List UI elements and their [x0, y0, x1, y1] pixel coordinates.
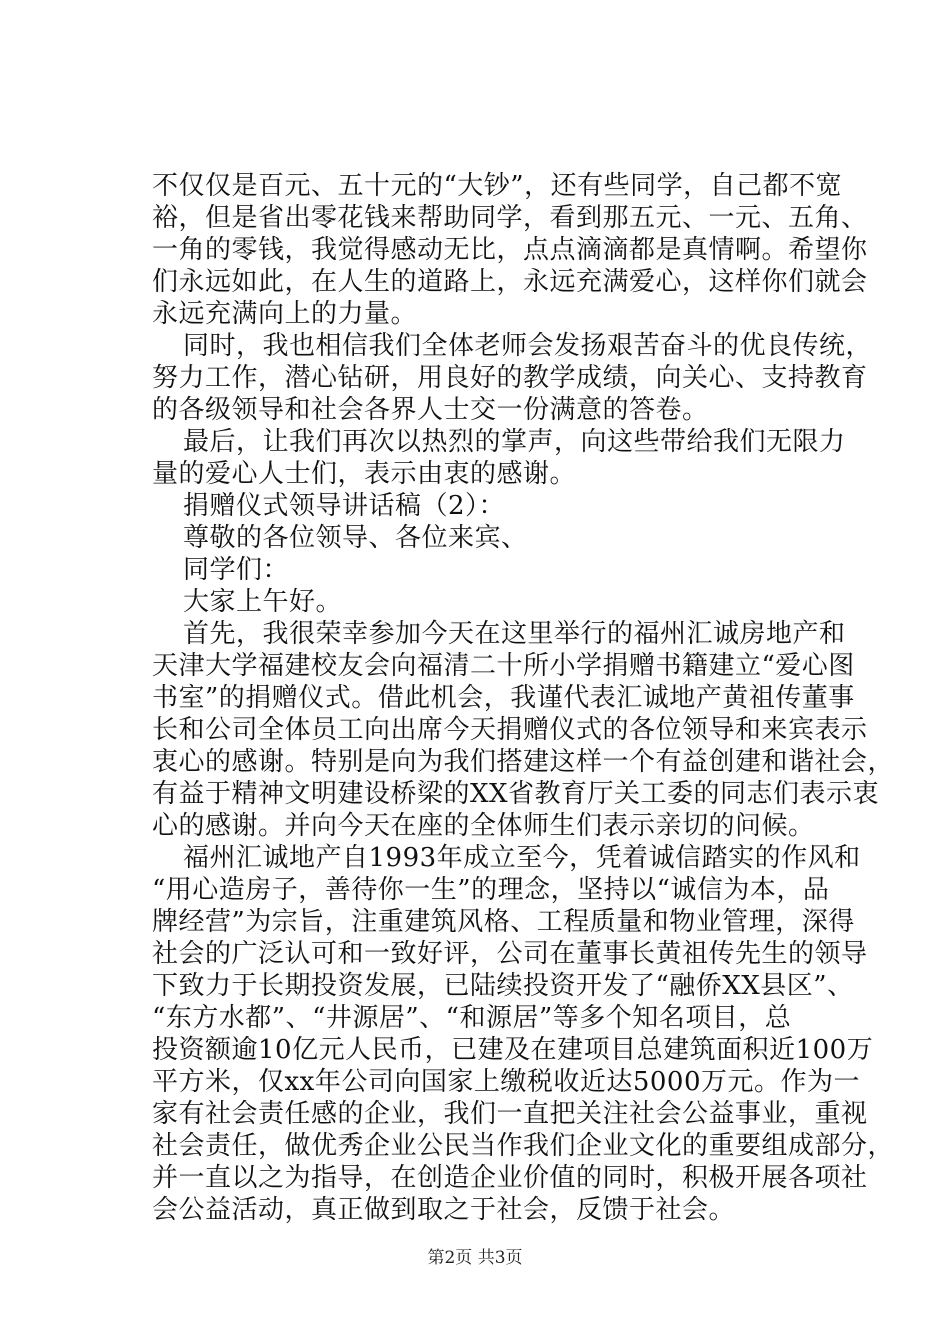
- text-line: 家有社会责任感的企业，我们一直把关注社会公益事业，重视: [152, 1099, 868, 1129]
- text-line: 衷心的感谢。特别是向为我们搭建这样一个有益创建和谐社会，: [152, 747, 895, 777]
- text-line: 一角的零钱，我觉得感动无比，点点滴滴都是真情啊。希望你: [152, 235, 868, 265]
- text-line: 的各级领导和社会各界人士交一份满意的答卷。: [152, 395, 709, 425]
- text-line: 不仅仅是百元、五十元的“大钞”，还有些同学，自己都不宽: [152, 171, 843, 201]
- text-line: “东方水都”、“井源居”、“和源居”等多个知名项目，总: [152, 1003, 792, 1033]
- text-line: 捐赠仪式领导讲话稿（2）：: [183, 491, 506, 521]
- text-line: 同时，我也相信我们全体老师会发扬艰苦奋斗的优良传统，: [183, 331, 873, 361]
- text-line: 书室”的捐赠仪式。借此机会，我谨代表汇诚地产黄祖传董事: [152, 683, 855, 713]
- text-line: 首先，我很荣幸参加今天在这里举行的福州汇诚房地产和: [183, 619, 846, 649]
- text-line: 会公益活动，真正做到取之于社会，反馈于社会。: [152, 1195, 736, 1225]
- text-line: 裕，但是省出零花钱来帮助同学，看到那五元、一元、五角、: [152, 203, 868, 233]
- text-line: 最后，让我们再次以热烈的掌声，向这些带给我们无限力: [183, 427, 846, 457]
- text-line: 天津大学福建校友会向福清二十所小学捐赠书籍建立“爱心图: [152, 651, 855, 681]
- text-line: 们永远如此，在人生的道路上，永远充满爱心，这样你们就会: [152, 267, 868, 297]
- text-line: 福州汇诚地产自1993年成立至今，凭着诚信踏实的作风和: [183, 843, 861, 873]
- text-line: 投资额逾10亿元人民币，已建及在建项目总建筑面积近100万: [152, 1035, 874, 1065]
- text-line: 大家上午好。: [183, 587, 343, 617]
- text-line: 平方米，仅xx年公司向国家上缴税收近达5000万元。作为一: [152, 1067, 860, 1097]
- text-line: 量的爱心人士们，表示由衷的感谢。: [152, 459, 577, 489]
- document-body: [152, 170, 895, 1226]
- text-line: 心的感谢。并向今天在座的全体师生们表示亲切的问候。: [152, 811, 815, 841]
- text-line: 并一直以之为指导，在创造企业价值的同时，积极开展各项社: [152, 1163, 868, 1193]
- text-line: 尊敬的各位领导、各位来宾、: [183, 523, 528, 553]
- text-line: 长和公司全体员工向出席今天捐赠仪式的各位领导和来宾表示: [152, 715, 868, 745]
- text-line: 永远充满向上的力量。: [152, 299, 418, 329]
- text-line: 同学们：: [183, 555, 290, 585]
- text-line: 社会责任，做优秀企业公民当作我们企业文化的重要组成部分，: [152, 1131, 895, 1161]
- text-line: 牌经营”为宗旨，注重建筑风格、工程质量和物业管理，深得: [152, 907, 855, 937]
- page-footer: 第2页 共3页: [427, 1248, 523, 1268]
- text-line: 下致力于长期投资发展，已陆续投资开发了“融侨XX县区”、: [152, 971, 854, 1001]
- text-line: 努力工作，潜心钻研，用良好的教学成绩，向关心、支持教育: [152, 363, 868, 393]
- text-line: 社会的广泛认可和一致好评，公司在董事长黄祖传先生的领导: [152, 939, 868, 969]
- text-line: “用心造房子，善待你一生”的理念，坚持以“诚信为本，品: [152, 875, 830, 905]
- text-line: 有益于精神文明建设桥梁的XX省教育厅关工委的同志们表示衷: [152, 779, 880, 809]
